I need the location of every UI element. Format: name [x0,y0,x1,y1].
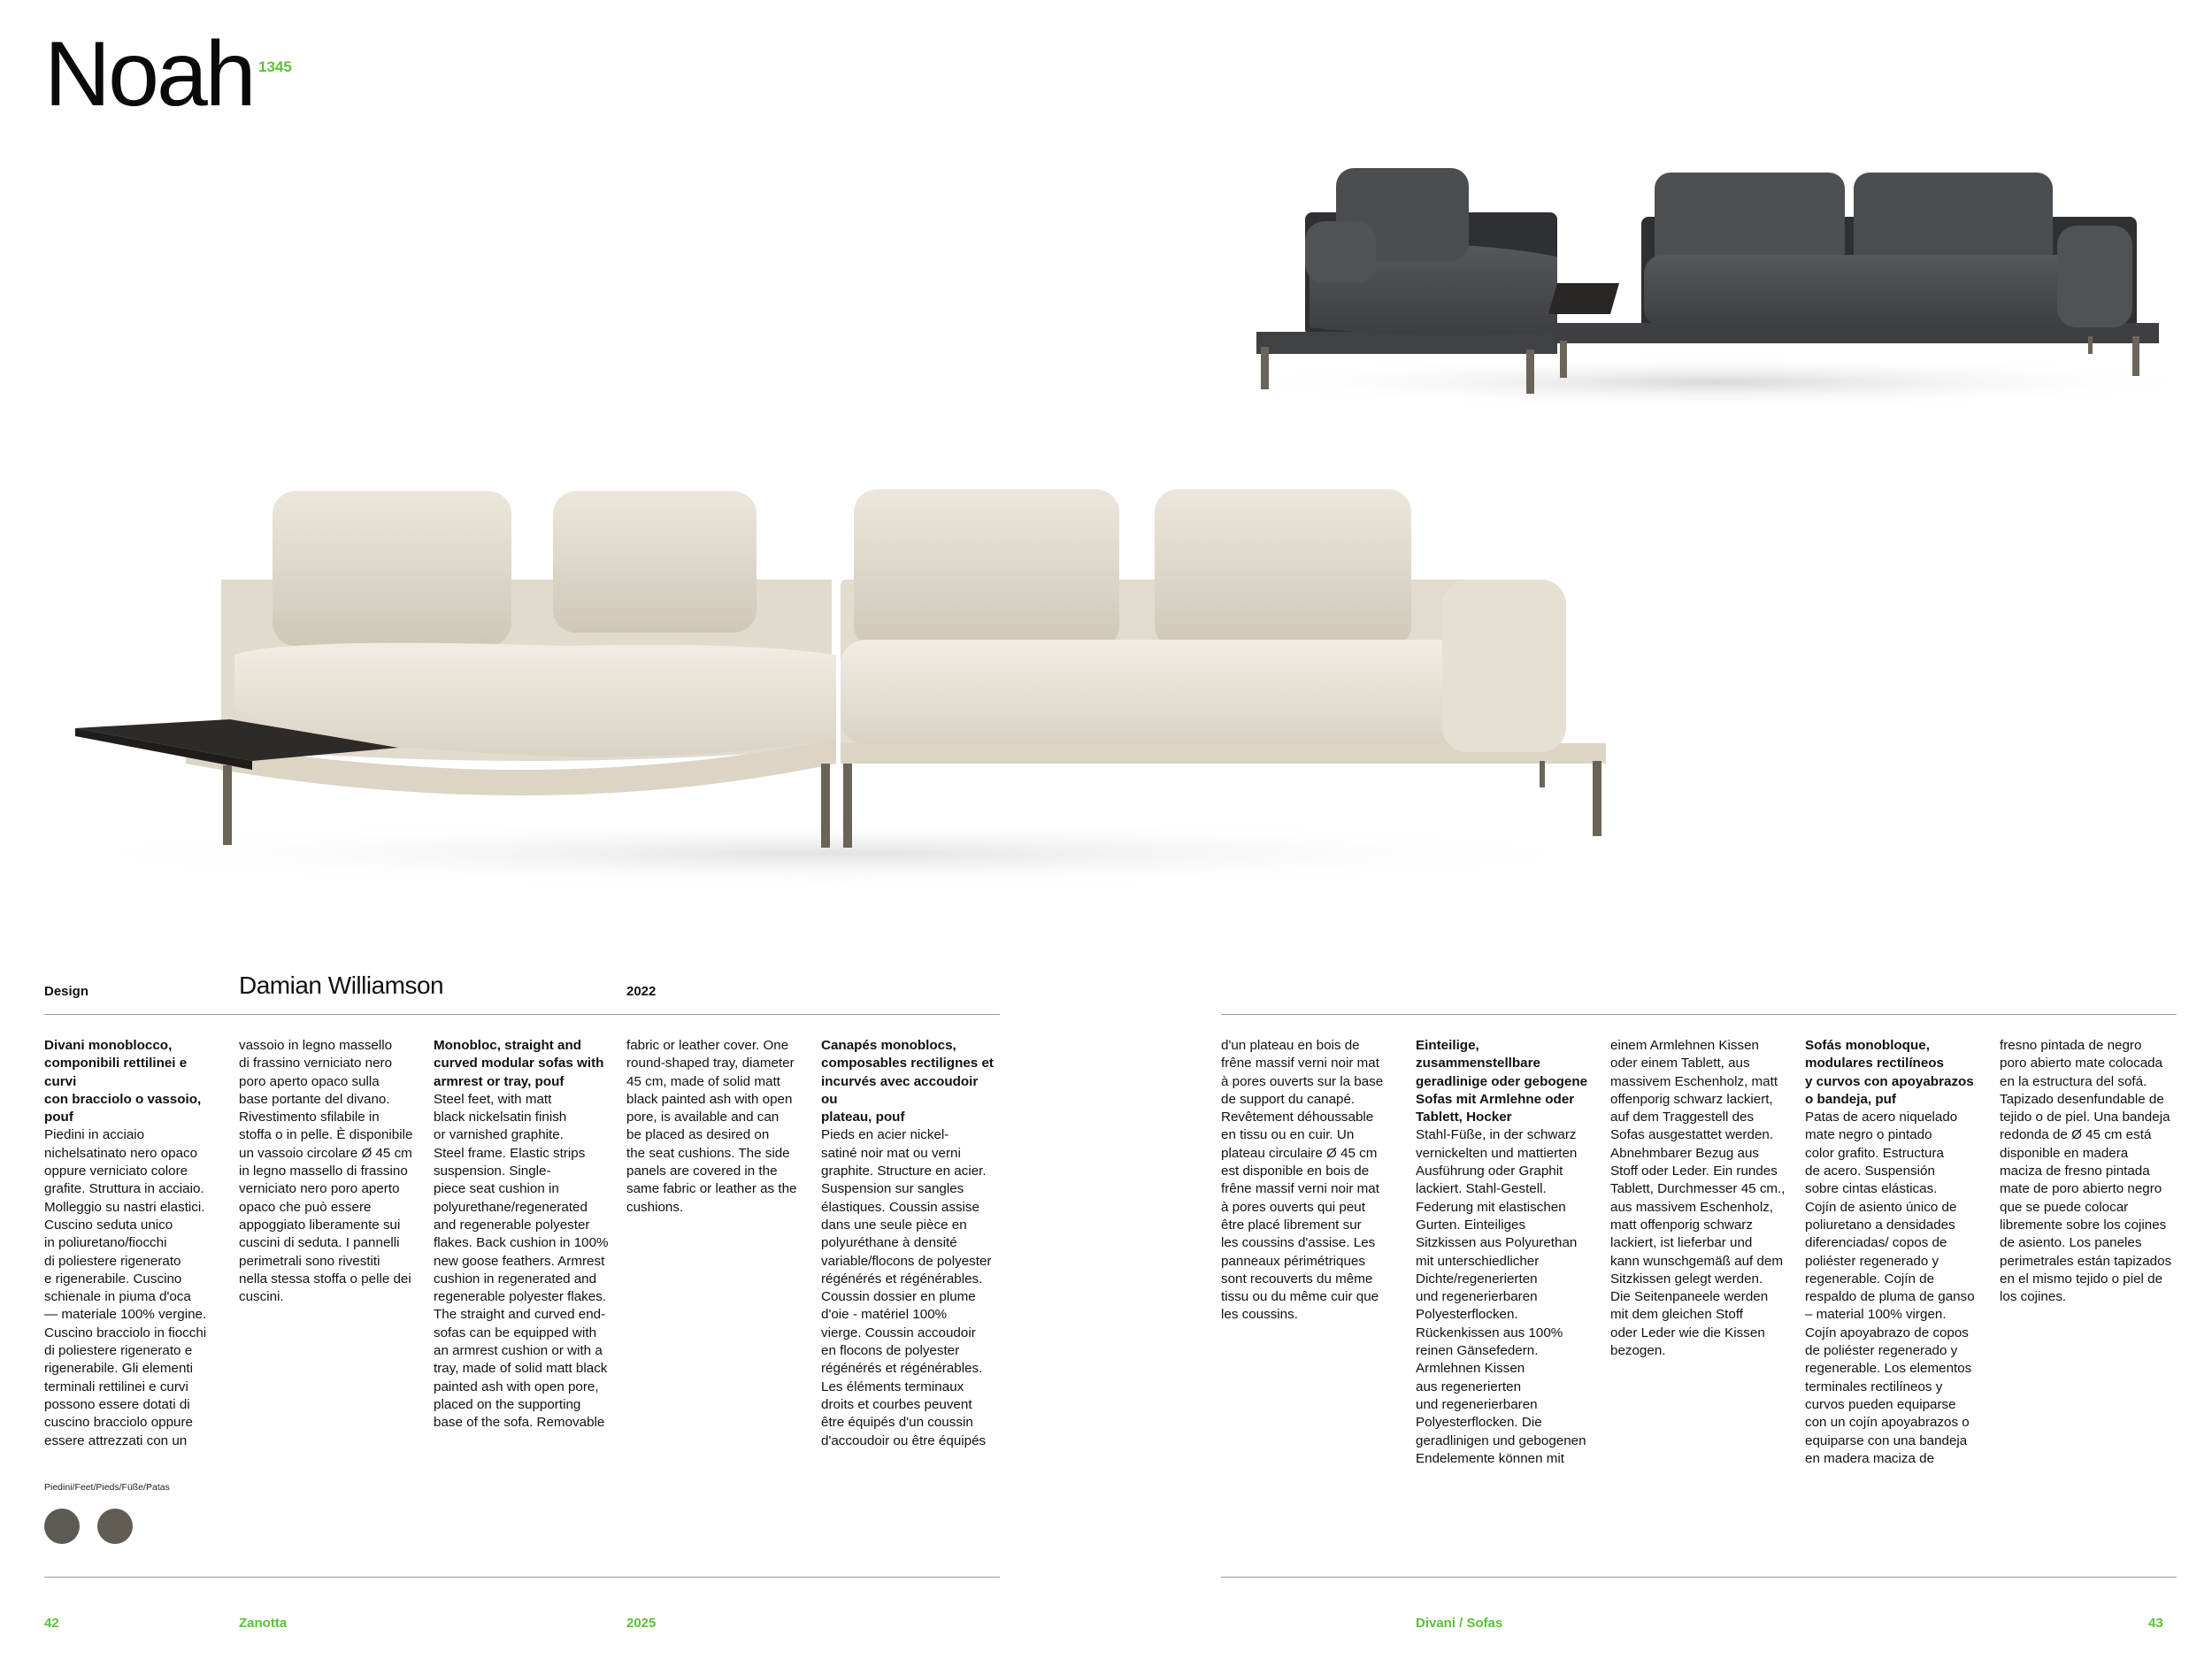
product-code: 1345 [258,58,292,75]
feet-swatch-matt-black [44,1509,80,1544]
designer-name: Damian Williamson [239,972,444,999]
column-body: Patas de acero niquelado mate negro o pintado color grafito. Estructura de acero. Suspensión sobre cintas elásticas. Cojín de asiento único de poliuretano a densidades diferenciadas/ copos de poliéster regenerado y regenerable. Cojín de respaldo de pluma de ganso – material 100% virgen. Cojín apoyabrazo de copos de poliéster regenerado y regenerable. Los elementos terminales rectilíneos y curvos pueden equiparse con un cojín apoyabrazos o equiparse con una bandeja en madera maciza de [1805,1110,1975,1466]
page-number-right: 43 [2148,1616,2163,1631]
catalogue-year: 2025 [626,1616,657,1631]
feet-swatch-graphite [97,1509,133,1544]
column-heading: Monobloc, straight and curved modular sofas with armrest or tray, pouf [434,1038,604,1089]
column-body: fabric or leather cover. One round-shaped tray, diameter 45 cm, made of solid matt black painted ash with open pore, is available and can be placed as desired on the seat cushions. The side panels are covered in the same fabric or leather as the cushions. [626,1038,797,1215]
column-body: vassoio in legno massello di frassino verniciato nero poro aperto opaco sulla base portante del divano. Rivestimento sfilabile in stoffa o in pelle. È disponibile un vassoio circolare Ø 45 cm in legno massello di frassino verniciato nero poro aperto opaco che può essere appoggiato liberamente sui cuscini di seduta. I pannelli perimetrali sono rivestiti nella stessa stoffa o pelle dei cuscini. [239,1038,413,1305]
column-heading: Sofás monobloque, modulares rectilíneos y curvos con apoyabrazos o bandeja, puf [1805,1038,1974,1107]
design-year: 2022 [626,984,657,999]
column-spanish-2 [2000,1037,2177,1306]
column-heading: Canapés monoblocs, composables rectilignes et incurvés avec accoudoir ou plateau, pouf [821,1038,994,1125]
cream-curved-sofa-icon [35,482,1655,898]
column-german-1 [1416,1037,1593,1468]
column-body: Piedini in acciaio nichelsatinato nero opaco oppure verniciato colore grafite. Struttura in acciaio. Molleggio su nastri elastici. Cuscino seduta unico in poliuretano/fiocchi di poliestere rigenerato e rigenerabile. Cuscino schienale in piuma d'oca — materiale 100% vergine. Cuscino bracciolo in fiocchi di poliestere rigenerato e rigenerabile. Gli elementi terminali rettilinei e curvi possono essere dotati di cuscino bracciolo oppure essere attrezzati con un [44,1127,207,1448]
product-title: Noah [44,23,254,126]
page-number-left: 42 [44,1616,59,1631]
column-body: Stahl-Füße, in der schwarz vernickelten und mattierten Ausführung oder Graphit lackiert. Stahl-Gestell. Federung mit elastischen Gurten. Einteiliges Sitzkissen aus Polyurethan mit unterschiedlicher Dichte/regenerierten und regenerierbaren Polyesterflocken. Rückenkissen aus 100% reinen Gänsefedern. Armlehnen Kissen aus regenerierten und regenerierbaren Polyesterflocken. Die geradlinigen und gebogenen Endelemente können mit [1416,1127,1586,1466]
column-german-2 [1610,1037,1787,1360]
column-french-1 [821,1037,998,1450]
column-body: d'un plateau en bois de frêne massif verni noir mat à pores ouverts sur la base de support du canapé. Revêtement déhoussable en tissu ou en cuir. Un plateau circulaire Ø 45 cm est disponible en bois de frêne massif verni noir mat à pores ouverts qui peut être placé librement sur les coussins d'assise. Les panneaux périmétriques sont recouverts du même tissu ou du même cuir que les coussins. [1221,1038,1384,1323]
column-italian-2 [239,1037,416,1306]
column-body: Steel feet, with matt black nickelsatin finish or varnished graphite. Steel frame. Elastic strips suspension. Single- piece seat cushion in polyurethane/regenerated and regenerable polyester flakes. Back cushion in 100% new goose feathers. Armrest cushion in regenerated and regenerable polyester flakes. The straight and curved end- sofas can be equipped with an armrest cushion or with a tray, made of solid matt black painted ash with open pore, placed on the supporting base of the sofa. Removable [434,1091,609,1431]
top-rule-left [44,1014,1000,1015]
column-heading: Divani monoblocco, componibili rettilinei e curvi con bracciolo o vassoio, pouf [44,1038,202,1125]
brand-name: Zanotta [239,1616,288,1631]
bottom-rule-left [44,1577,1000,1578]
column-body: Pieds en acier nickel- satiné noir mat ou verni graphite. Structure en acier. Suspension sur sangles élastiques. Coussin assise dans une seule pièce en polyuréthane à densité variable/flocons de polyester régénérés et régénérables. Coussin dossier en plume d'oie - matériel 100% vierge. Coussin accoudoir en flocons de polyester régénérés et régénérables. Les éléments terminaux droits et courbes peuvent être équipés d'un coussin d'accoudoir ou être équipés [821,1127,992,1448]
column-spanish-1 [1805,1037,1982,1468]
column-english-1 [434,1037,611,1432]
column-english-2 [626,1037,803,1217]
grey-modular-sofa-icon [1221,150,2194,416]
column-body: fresno pintada de negro poro abierto mate colocada en la estructura del sofá. Tapizado desenfundable de tejido o de piel. Una bandeja redonda de Ø 45 cm está disponible en madera maciza de fresno pintada mate de poro abierto negro que se puede colocar libremente sobre los cojines de asiento. Los paneles perimetrales están tapizados en el mismo tejido o piel de los cojines. [2000,1038,2172,1305]
column-body: einem Armlehnen Kissen oder einem Tablett, aus massivem Eschenholz, matt offenporig schwarz lackiert, auf dem Traggestell des Sofas ausgestattet werden. Abnehmbarer Bezug aus Stoff oder Leder. Ein rundes Tablett, Durchmesser 45 cm., aus massivem Eschenholz, matt offenporig schwarz lackiert, ist lieferbar und kann wunschgemäß auf dem Sitzkissen gelegt werden. Die Seitenpaneele werden mit dem gleichen Stoff oder Leder wie die Kissen bezogen. [1610,1038,1786,1359]
bottom-rule-right [1221,1577,2177,1578]
column-french-2 [1221,1037,1398,1325]
section-name: Divani / Sofas [1416,1616,1503,1631]
feet-label: Piedini/Feet/Pieds/Füße/Patas [44,1482,170,1493]
column-heading: Einteilige, zusammenstellbare geradlinige oder gebogene Sofas mit Armlehne oder Tablett, Hocker [1416,1038,1588,1125]
design-label: Design [44,984,89,999]
top-rule-right [1221,1014,2177,1015]
column-italian-1 [44,1037,221,1450]
